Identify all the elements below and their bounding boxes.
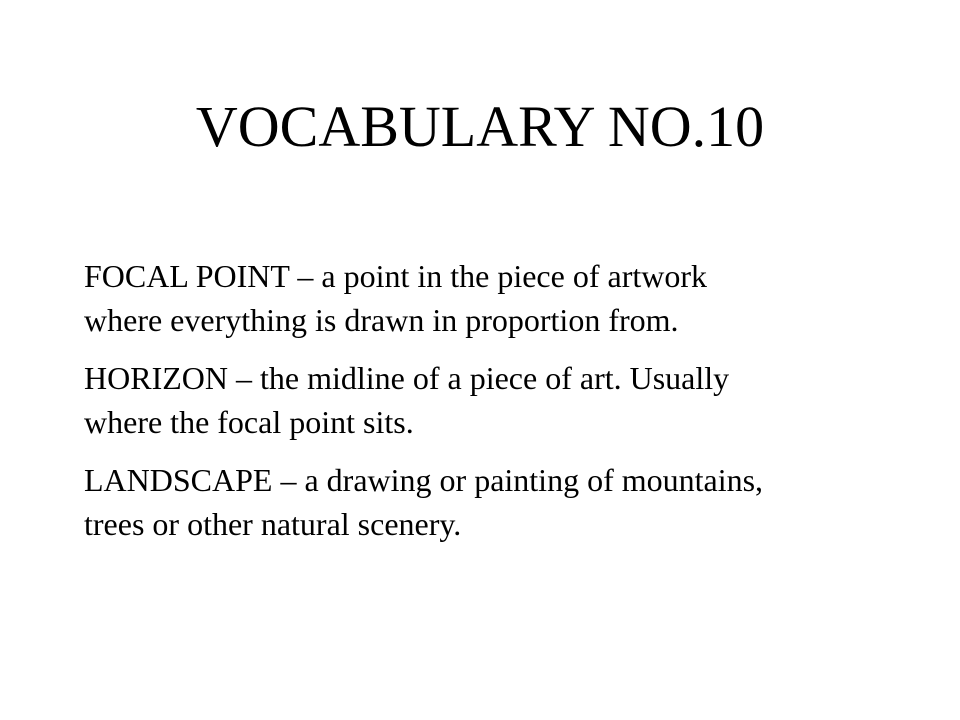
entry-line: trees or other natural scenery. xyxy=(84,506,462,542)
slide-title: VOCABULARY NO.10 xyxy=(195,94,765,159)
vocabulary-entry-horizon xyxy=(84,356,904,444)
entry-line: HORIZON – the midline of a piece of art. Usually xyxy=(84,360,730,396)
vocabulary-entry-focal-point xyxy=(84,254,904,342)
vocabulary-list xyxy=(84,254,904,560)
entry-line: where everything is drawn in proportion from. xyxy=(84,302,679,338)
entry-line: LANDSCAPE – a drawing or painting of mountains, xyxy=(84,462,764,498)
entry-line: where the focal point sits. xyxy=(84,404,414,440)
entry-line: FOCAL POINT – a point in the piece of artwork xyxy=(84,258,707,294)
vocabulary-entry-landscape xyxy=(84,458,904,546)
